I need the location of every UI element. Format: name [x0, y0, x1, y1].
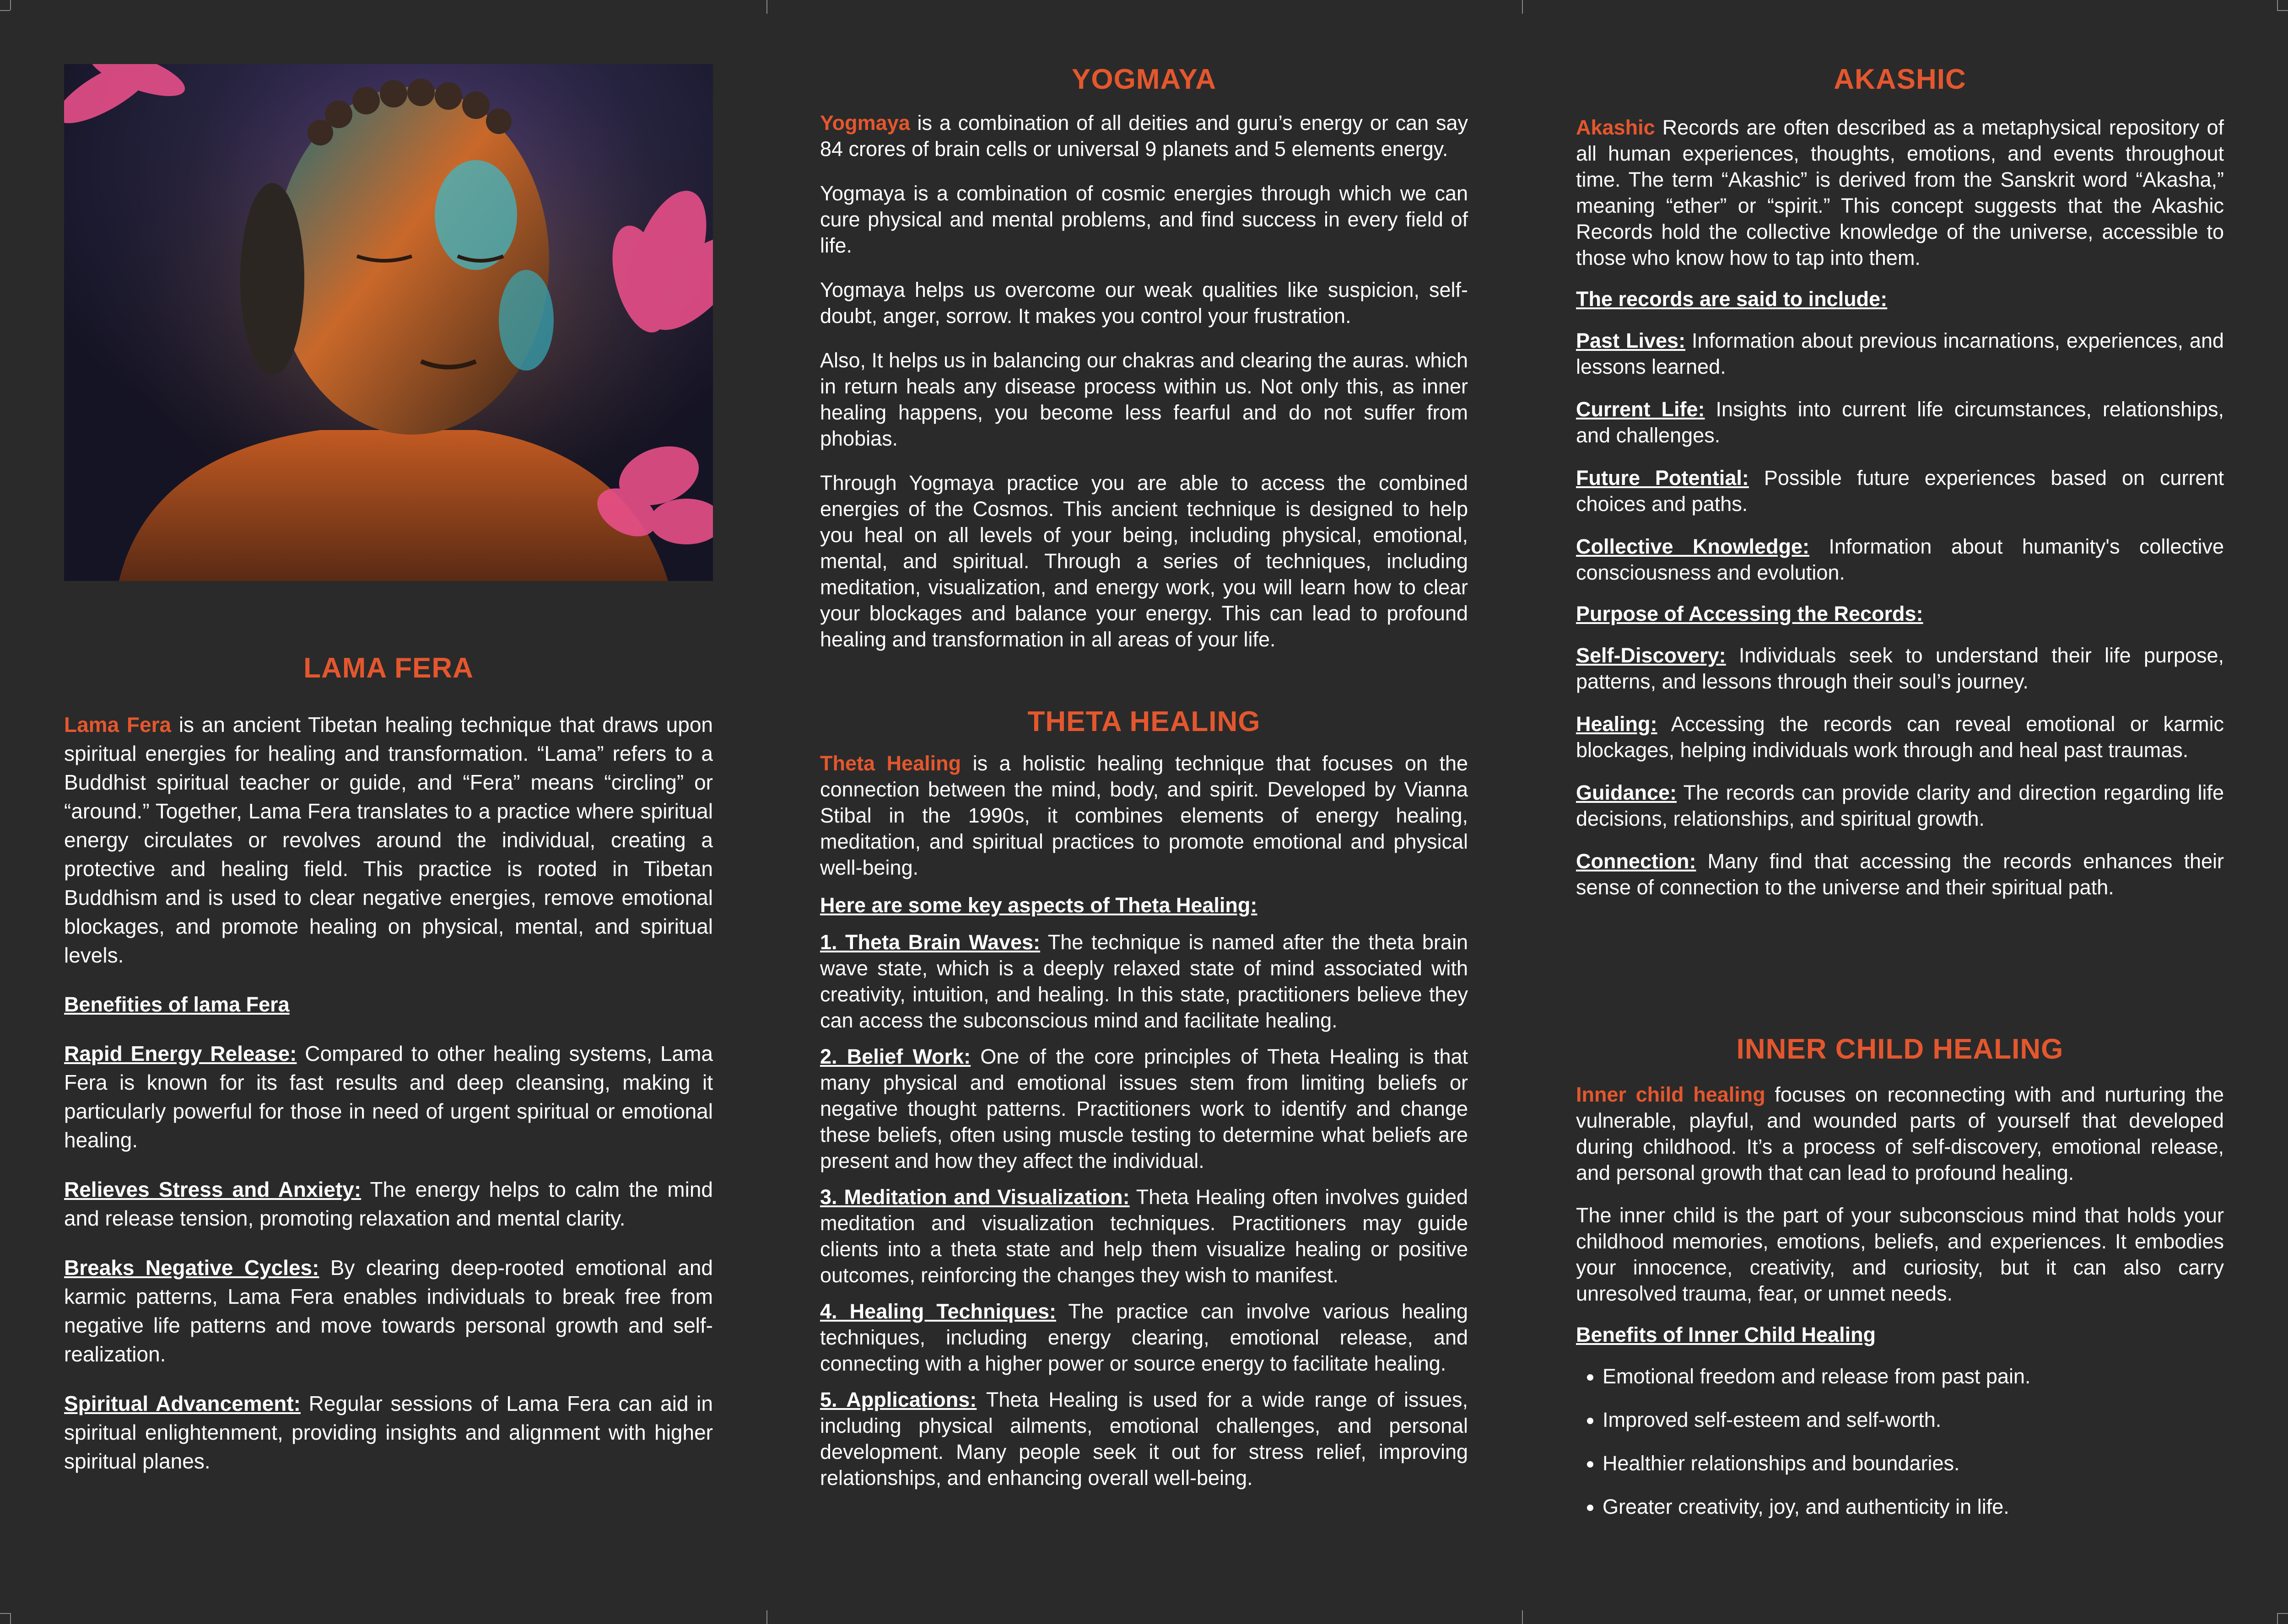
benefit-text: The energy helps to calm the mind and release tension, promoting relaxation and mental clarity. — [64, 1178, 713, 1230]
crop-mark — [2277, 0, 2278, 10]
akashic-purpose-item — [1576, 711, 2224, 763]
akashic-purpose-item — [1576, 780, 2224, 832]
akashic-intro — [1576, 114, 2224, 271]
crop-mark — [1522, 1610, 1523, 1624]
include-text: Possible future experiences based on current choices and paths. — [1576, 466, 2224, 516]
benefit-text: Regular sessions of Lama Fera can aid in spiritual enlightenment, providing insights and alignment with higher spiritual planes. — [64, 1392, 713, 1473]
theta-aspect — [820, 1387, 1468, 1491]
aspect-text: One of the core principles of Theta Healing is that many physical and emotional issues stem from limiting beliefs or negative thought patterns. Practitioners work to identify and change these beliefs, often using muscle testing to determine what beliefs are present and how they affect the individual. — [820, 1045, 1468, 1172]
inner-child-title: INNER CHILD HEALING — [1736, 1033, 2064, 1065]
aspect-text: Theta Healing often involves guided meditation and visualization techniques. Practitioners may guide clients into a theta state and help them visualize healing or positive outcomes, reinforcing the changes they wish to manifest. — [820, 1185, 1468, 1287]
akashic-purpose-item — [1576, 848, 2224, 900]
benefit-label: Breaks Negative Cycles: — [64, 1256, 319, 1280]
purpose-label: Self-Discovery: — [1576, 644, 1726, 667]
purpose-label: Healing: — [1576, 712, 1657, 736]
aspect-text: The technique is named after the theta brain wave state, which is a deeply relaxed state of mind associated with creativity, intuition, and healing. In this state, practitioners believe they can access the subconscious mind and facilitate healing. — [820, 930, 1468, 1032]
crop-mark — [766, 1610, 767, 1624]
benefit-item — [64, 1039, 713, 1155]
include-text: Insights into current life circumstances, relationships, and challenges. — [1576, 398, 2224, 447]
crop-mark — [2277, 10, 2288, 11]
benefit-label: Relieves Stress and Anxiety: — [64, 1178, 362, 1201]
aspect-label: 3. Meditation and Visualization: — [820, 1185, 1130, 1209]
yogmaya-intro — [820, 110, 1468, 162]
benefit-item — [64, 1389, 713, 1476]
include-text: Information about humanity's collective consciousness and evolution. — [1576, 535, 2224, 584]
purpose-label: Guidance: — [1576, 781, 1677, 804]
akashic-intro-lead: Akashic — [1576, 116, 1655, 139]
purpose-text: Many find that accessing the records enhances their sense of connection to the universe and their spiritual path. — [1576, 850, 2224, 899]
yogmaya-paragraph: Yogmaya is a combination of cosmic energies through which we can cure physical and mental problems, and find success in every field of life. — [820, 182, 1468, 257]
purpose-text: Accessing the records can reveal emotional or karmic blockages, helping individuals work through and heal past traumas. — [1576, 712, 2224, 762]
akashic-include-heading: The records are said to include: — [1576, 287, 1888, 311]
purpose-label: Connection: — [1576, 850, 1696, 873]
crop-mark — [2277, 1613, 2288, 1614]
crop-mark — [1522, 0, 1523, 14]
theta-aspect — [820, 1298, 1468, 1377]
list-item: • Improved self-esteem and self-worth. — [1603, 1407, 2224, 1433]
yogmaya-intro-text: is a combination of all deities and guru’s energy or can say 84 crores of brain cells or universal 9 planets and 5 elements energy. — [820, 111, 1468, 161]
crop-mark — [766, 0, 767, 14]
crop-mark — [0, 10, 10, 11]
inner-child-paragraph: The inner child is the part of your subconscious mind that holds your childhood memories, emotions, beliefs, and experiences. It embodies your innocence, creativity, and curiosity, but it can also carry unresolved trauma, fear, or unmet needs. — [1576, 1204, 2224, 1305]
list-item: • Emotional freedom and release from past pain. — [1603, 1363, 2224, 1389]
purpose-text: The records can provide clarity and direction regarding life decisions, relationships, and spiritual growth. — [1576, 781, 2224, 830]
benefit-item — [64, 1175, 713, 1233]
lama-fera-intro-text: is an ancient Tibetan healing technique that draws upon spiritual energies for healing and transformation. “Lama” refers to a Buddhist spiritual teacher or guide, and “Fera” means “circling” or “around.” Together, Lama Fera translates to a practice where spiritual energy circulates or revolves around the individual, creating a protective and healing field. This practice is rooted in Tibetan Buddhism and is used to clear negative energies, remove emotional blockages, and promote healing on physical, mental, and spiritual levels. — [64, 713, 713, 967]
include-label: Past Lives: — [1576, 329, 1686, 352]
theta-aspect — [820, 929, 1468, 1033]
crop-mark — [10, 1613, 11, 1624]
akashic-title: AKASHIC — [1834, 64, 1966, 95]
include-label: Future Potential: — [1576, 466, 1749, 489]
akashic-include-item — [1576, 465, 2224, 517]
akashic-include-item — [1576, 396, 2224, 448]
theta-intro — [820, 750, 1468, 881]
benefit-text: Compared to other healing systems, Lama Fera is known for its fast results and deep cleansing, making it particularly powerful for those in need of urgent spiritual or emotional healing. — [64, 1042, 713, 1152]
include-label: Current Life: — [1576, 398, 1705, 421]
purpose-text: Individuals seek to understand their life purpose, patterns, and lessons through their soul’s journey. — [1576, 644, 2224, 693]
panel-yogmaya-theta — [820, 0, 1468, 1624]
theta-intro-lead: Theta Healing — [820, 752, 961, 775]
yogmaya-paragraph: Through Yogmaya practice you are able to access the combined energies of the Cosmos. This ancient technique is designed to help you heal on all levels of your being, including physical, emotional, mental, and spiritual. Through a series of techniques, including meditation, visualization, and energy work, you will learn how to clear your blockages and balance your energy. This can lead to profound healing and transformation in all areas of your life. — [820, 471, 1468, 651]
aspect-label: 4. Healing Techniques: — [820, 1300, 1057, 1323]
aspect-label: 2. Belief Work: — [820, 1045, 971, 1068]
inner-child-benefits-list — [1576, 1363, 2224, 1520]
lama-fera-benefits-heading: Benefities of lama Fera — [64, 993, 290, 1016]
akashic-include-item — [1576, 533, 2224, 586]
akashic-purpose-item — [1576, 642, 2224, 694]
inner-child-intro — [1576, 1081, 2224, 1186]
aspect-label: 1. Theta Brain Waves: — [820, 930, 1041, 954]
lama-fera-intro — [64, 710, 713, 970]
benefit-text: By clearing deep-rooted emotional and karmic patterns, Lama Fera enables individuals to break free from negative life patterns and move towards personal growth and self-realization. — [64, 1256, 713, 1366]
crop-mark — [10, 0, 11, 10]
list-item: • Greater creativity, joy, and authenticity in life. — [1603, 1494, 2224, 1520]
akashic-include-item — [1576, 328, 2224, 380]
crop-mark — [2277, 1613, 2278, 1624]
lama-fera-intro-lead: Lama Fera — [64, 713, 172, 737]
inner-child-intro-text: focuses on reconnecting with and nurturing the vulnerable, playful, and wounded parts of yourself that developed during childhood. It’s a process of self-discovery, emotional release, and personal growth that can lead to profound healing. — [1576, 1083, 2224, 1184]
benefit-label: Rapid Energy Release: — [64, 1042, 297, 1065]
panel-lama-fera — [64, 0, 713, 1624]
yogmaya-title: YOGMAYA — [1072, 64, 1216, 95]
aspect-label: 5. Applications: — [820, 1388, 977, 1411]
inner-child-intro-lead: Inner child healing — [1576, 1083, 1765, 1106]
inner-child-benefits-heading: Benefits of Inner Child Healing — [1576, 1323, 1876, 1346]
aspect-text: Theta Healing is used for a wide range of issues, including physical ailments, emotional challenges, and personal development. Many people seek it out for stress relief, improving relationships, and enhancing overall well-being. — [820, 1388, 1468, 1490]
theta-aspects-heading: Here are some key aspects of Theta Healing: — [820, 893, 1257, 917]
akashic-purpose-heading: Purpose of Accessing the Records: — [1576, 602, 1923, 625]
akashic-intro-text: Records are often described as a metaphysical repository of all human experiences, thoughts, emotions, and events throughout time. The term “Akashic” is derived from the Sanskrit word “Akasha,” meaning “ether” or “spirit.” This concept suggests that the Akashic Records hold the collective knowledge of the universe, accessible to those who know how to tap into them. — [1576, 116, 2224, 269]
include-text: Information about previous incarnations, experiences, and lessons learned. — [1576, 329, 2224, 378]
theta-aspect — [820, 1184, 1468, 1288]
benefit-item — [64, 1253, 713, 1369]
panel-akashic-inner-child — [1576, 0, 2224, 1624]
aspect-text: The practice can involve various healing techniques, including energy clearing, emotional release, and connecting with a higher power or source energy to facilitate healing. — [820, 1300, 1468, 1375]
list-item: • Healthier relationships and boundaries. — [1603, 1450, 2224, 1476]
benefit-label: Spiritual Advancement: — [64, 1392, 301, 1415]
yogmaya-paragraph: Yogmaya helps us overcome our weak qualities like suspicion, self-doubt, anger, sorrow. It makes you control your frustration. — [820, 278, 1468, 328]
crop-mark — [0, 1613, 10, 1614]
theta-intro-text: is a holistic healing technique that focuses on the connection between the mind, body, and spirit. Developed by Vianna Stibal in the 1990s, it combines elements of energy healing, meditation, and spiritual practices to promote emotional and physical well-being. — [820, 752, 1468, 879]
include-label: Collective Knowledge: — [1576, 535, 1809, 558]
theta-title: THETA HEALING — [1027, 706, 1261, 737]
yogmaya-paragraph: Also, It helps us in balancing our chakras and clearing the auras. which in return heals any disease process within us. Not only this, as inner healing happens, you become less fearful and do not suffer from phobias. — [820, 349, 1468, 450]
yogmaya-intro-lead: Yogmaya — [820, 111, 910, 134]
theta-aspect — [820, 1043, 1468, 1174]
lama-fera-title: LAMA FERA — [303, 652, 474, 684]
